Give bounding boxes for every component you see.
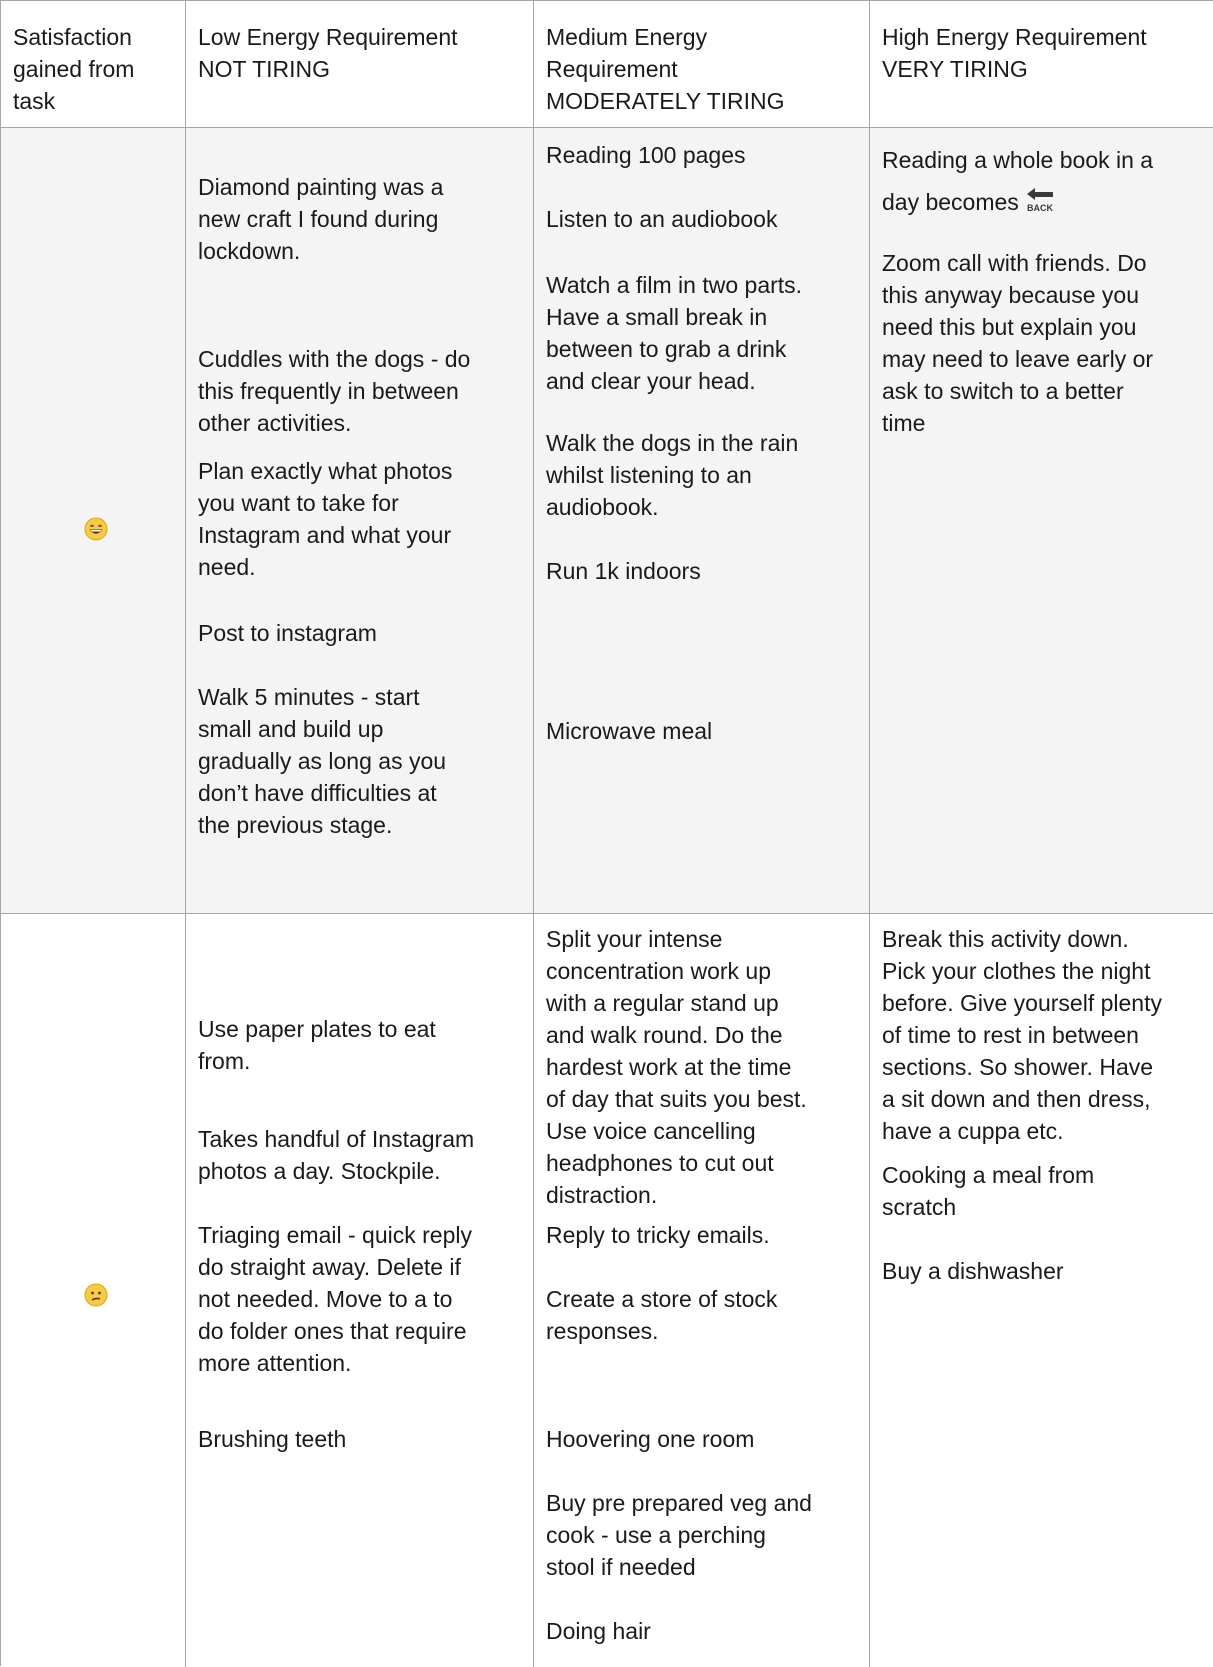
list-item-text: Hoovering one room [546, 1426, 755, 1452]
list-item [546, 715, 864, 747]
column-divider [533, 1, 534, 1667]
back-icon [1025, 186, 1055, 214]
list-item [546, 1615, 864, 1647]
list-item [198, 1013, 528, 1077]
list-item-text: Takes handful of Instagram photos a day. Stockpile. [198, 1126, 475, 1184]
list-item-text: Buy a dishwasher [882, 1258, 1064, 1284]
list-item-text: Doing hair [546, 1618, 651, 1644]
list-item-text: Walk the dogs in the rain whilst listening to an audiobook. [546, 430, 799, 520]
list-item [546, 139, 864, 171]
list-item-text: Break this activity down. Pick your clothes the night before. Give yourself plenty of time to rest in between sections. So shower. Have a sit down and then dress, have a cuppa etc. [882, 926, 1162, 1144]
list-item [546, 1283, 864, 1347]
row-divider [1, 127, 1213, 128]
list-item [546, 1423, 864, 1455]
header-satisfaction [13, 21, 181, 117]
header-satisfaction-text: Satisfaction gained from task [13, 24, 135, 114]
list-item [198, 171, 528, 267]
list-item-text: Plan exactly what photos you want to take for Instagram and what your need. [198, 458, 453, 580]
list-item-text [882, 147, 1153, 215]
list-item-text: Microwave meal [546, 718, 713, 744]
list-item [198, 455, 528, 583]
list-item-text: Reply to tricky emails. [546, 1222, 770, 1248]
list-item [546, 269, 864, 397]
list-item [882, 923, 1212, 1147]
list-item [546, 1219, 864, 1251]
list-item [882, 1159, 1212, 1223]
list-item-text: Watch a film in two parts. Have a small break in between to grab a drink and clear your head. [546, 272, 803, 394]
back-icon-label: BACK [1026, 203, 1053, 213]
list-item-text: Cooking a meal from scratch [882, 1162, 1095, 1220]
list-item [546, 203, 864, 235]
list-item-text: Split your intense concentration work up with a regular stand up and walk round. Do the hardest work at the time of day that suits you best. Use voice cancelling headphones to cut out distraction. [546, 926, 807, 1208]
header-high-energy [882, 21, 1212, 85]
list-item-text: Triaging email - quick reply do straight away. Delete if not needed. Move to a to do folder ones that require more attention. [198, 1222, 472, 1376]
list-item [882, 139, 1210, 223]
header-medium-energy-text: Medium Energy Requirement MODERATELY TIRING [546, 24, 785, 114]
list-item [546, 1487, 864, 1583]
grinning-face-emoji-icon [84, 517, 108, 541]
list-item-text: Reading 100 pages [546, 142, 746, 168]
list-item-text: Run 1k indoors [546, 558, 701, 584]
list-item [198, 681, 528, 841]
list-item-text: Brushing teeth [198, 1426, 347, 1452]
list-item-text: Cuddles with the dogs - do this frequently in between other activities. [198, 346, 471, 436]
list-item-text: Buy pre prepared veg and cook - use a perching stool if needed [546, 1490, 812, 1580]
list-item [198, 617, 528, 649]
list-item-text: Zoom call with friends. Do this anyway because you need this but explain you may need to leave early or ask to switch to a better time [882, 250, 1154, 436]
list-item [546, 555, 864, 587]
list-item [198, 1423, 528, 1455]
column-divider [869, 1, 870, 1667]
list-item-text: Create a store of stock responses. [546, 1286, 778, 1344]
list-item [882, 247, 1210, 439]
header-medium-energy [546, 21, 864, 117]
list-item [546, 427, 864, 523]
list-item [198, 1123, 528, 1187]
list-item-text: Diamond painting was a new craft I found during lockdown. [198, 174, 444, 264]
column-divider [185, 1, 186, 1667]
header-low-energy-text: Low Energy Requirement NOT TIRING [198, 24, 458, 82]
list-item-text: Listen to an audiobook [546, 206, 778, 232]
list-item [546, 923, 864, 1211]
list-item-text-value: Reading a whole book in a day becomes [882, 147, 1154, 215]
list-item-text: Walk 5 minutes - start small and build up gradually as long as you don’t have difficulties at the previous stage. [198, 684, 447, 838]
list-item-text: Post to instagram [198, 620, 377, 646]
row-divider [1, 913, 1213, 914]
confused-face-emoji-icon [84, 1283, 108, 1307]
list-item [198, 343, 528, 439]
header-high-energy-text: High Energy Requirement VERY TIRING [882, 24, 1147, 82]
list-item [882, 1255, 1212, 1287]
list-item-text: Use paper plates to eat from. [198, 1016, 436, 1074]
list-item [198, 1219, 528, 1379]
header-low-energy [198, 21, 528, 85]
